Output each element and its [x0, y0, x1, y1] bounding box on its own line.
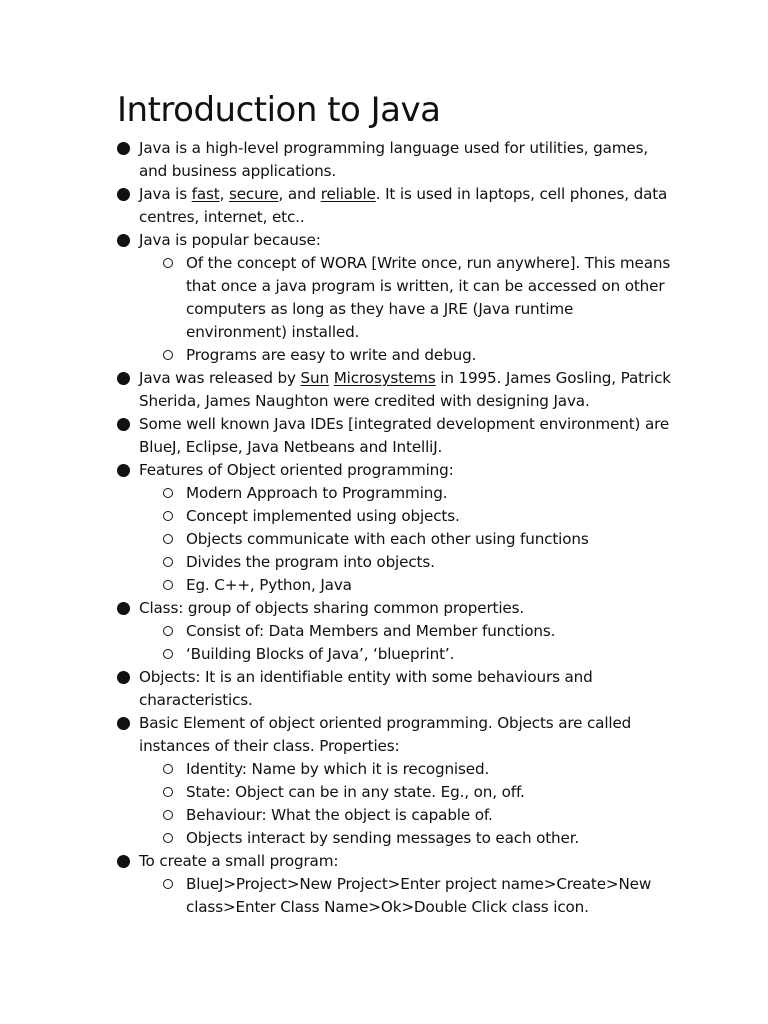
sub-bullet-item	[117, 344, 677, 367]
sub-bullet-text: Programs are easy to write and debug.	[186, 346, 477, 364]
text-segment: Java was released by	[139, 369, 301, 387]
hollow-bullet-icon	[163, 350, 173, 360]
hollow-bullet-icon	[163, 649, 173, 659]
sub-bullet-text: State: Object can be in any state. Eg., on, off.	[186, 783, 525, 801]
underlined-word-microsystems: Microsystems	[333, 369, 436, 387]
sub-bullet-item	[117, 781, 677, 804]
hollow-bullet-icon	[163, 787, 173, 797]
text-segment: ,	[219, 185, 229, 203]
sub-bullet-text: ‘Building Blocks of Java’, ‘blueprint’.	[186, 645, 455, 663]
sub-bullet-text: BlueJ>Project>New Project>Enter project name>Create>New class>Enter Class Name>Ok>Double Click class icon.	[186, 875, 652, 916]
hollow-bullet-icon	[163, 580, 173, 590]
sub-bullet-text: Identity: Name by which it is recognised.	[186, 760, 490, 778]
sub-bullet-item	[117, 482, 677, 505]
filled-bullet-icon	[117, 671, 130, 684]
bullet-item-definition	[117, 137, 677, 183]
text-segment: , and	[278, 185, 321, 203]
page-title: Introduction to Java	[117, 90, 441, 130]
filled-bullet-icon	[117, 855, 130, 868]
filled-bullet-icon	[117, 142, 130, 155]
underlined-word-fast: fast	[191, 185, 220, 203]
bullet-text: Basic Element of object oriented programming. Objects are called instances of their class. Properties:	[139, 714, 632, 755]
bullet-item-objects	[117, 666, 677, 712]
bullet-text	[139, 367, 677, 413]
sub-bullet-item	[117, 505, 677, 528]
bullet-text: Features of Object oriented programming:	[139, 461, 454, 479]
hollow-bullet-icon	[163, 810, 173, 820]
bullet-text: Java is popular because:	[139, 231, 321, 249]
sub-bullet-text: Objects communicate with each other using functions	[186, 530, 589, 548]
bullet-list	[117, 137, 677, 919]
bullet-text: Objects: It is an identifiable entity with some behaviours and characteristics.	[139, 668, 593, 709]
underlined-word-secure: secure	[228, 185, 279, 203]
bullet-item-class	[117, 597, 677, 620]
bullet-item-oop-features	[117, 459, 677, 482]
text-segment: Java is	[139, 185, 192, 203]
bullet-item-ides	[117, 413, 677, 459]
filled-bullet-icon	[117, 602, 130, 615]
hollow-bullet-icon	[163, 511, 173, 521]
hollow-bullet-icon	[163, 534, 173, 544]
bullet-item-history	[117, 367, 677, 413]
sub-bullet-item	[117, 873, 677, 919]
sub-bullet-text: Objects interact by sending messages to each other.	[186, 829, 580, 847]
sub-bullet-item	[117, 643, 677, 666]
sub-bullet-item	[117, 551, 677, 574]
hollow-bullet-icon	[163, 626, 173, 636]
bullet-item-popularity	[117, 229, 677, 252]
sub-bullet-text: Eg. C++, Python, Java	[186, 576, 352, 594]
sub-bullet-item	[117, 528, 677, 551]
text-segment: in 1995. James Gosling, Patrick Sherida, James Naughton were credited with designing Java.	[139, 369, 671, 410]
sub-bullet-text: Modern Approach to Programming.	[186, 484, 448, 502]
filled-bullet-icon	[117, 464, 130, 477]
bullet-item-qualities	[117, 183, 677, 229]
filled-bullet-icon	[117, 418, 130, 431]
hollow-bullet-icon	[163, 764, 173, 774]
sub-bullet-text: Divides the program into objects.	[186, 553, 435, 571]
hollow-bullet-icon	[163, 833, 173, 843]
underlined-word-sun: Sun	[300, 369, 329, 387]
hollow-bullet-icon	[163, 557, 173, 567]
bullet-item-create-program	[117, 850, 677, 873]
hollow-bullet-icon	[163, 258, 173, 268]
filled-bullet-icon	[117, 188, 130, 201]
sub-bullet-item	[117, 758, 677, 781]
bullet-text: Java is a high-level programming language used for utilities, games, and business applications.	[139, 139, 649, 180]
sub-bullet-text: Behaviour: What the object is capable of.	[186, 806, 493, 824]
sub-bullet-item	[117, 252, 677, 344]
text-segment: . It is used in laptops, cell phones, data centres, internet, etc..	[139, 185, 668, 226]
sub-bullet-item	[117, 804, 677, 827]
underlined-word-reliable: reliable	[320, 185, 376, 203]
bullet-item-basic-element	[117, 712, 677, 758]
sub-bullet-text: Consist of: Data Members and Member functions.	[186, 622, 556, 640]
sub-bullet-text: Of the concept of WORA [Write once, run anywhere]. This means that once a java program is written, it can be accessed on other computers as long as they have a JRE (Java runtime environment) installed.	[186, 254, 671, 341]
sub-bullet-item	[117, 620, 677, 643]
bullet-text: Class: group of objects sharing common properties.	[139, 599, 525, 617]
bullet-text: Some well known Java IDEs [integrated development environment) are BlueJ, Eclipse, Java Netbeans and IntelliJ.	[139, 415, 670, 456]
filled-bullet-icon	[117, 234, 130, 247]
sub-bullet-item	[117, 827, 677, 850]
filled-bullet-icon	[117, 717, 130, 730]
sub-bullet-text: Concept implemented using objects.	[186, 507, 460, 525]
sub-bullet-item	[117, 574, 677, 597]
hollow-bullet-icon	[163, 879, 173, 889]
bullet-text	[139, 183, 677, 229]
bullet-text: To create a small program:	[139, 852, 339, 870]
hollow-bullet-icon	[163, 488, 173, 498]
filled-bullet-icon	[117, 372, 130, 385]
